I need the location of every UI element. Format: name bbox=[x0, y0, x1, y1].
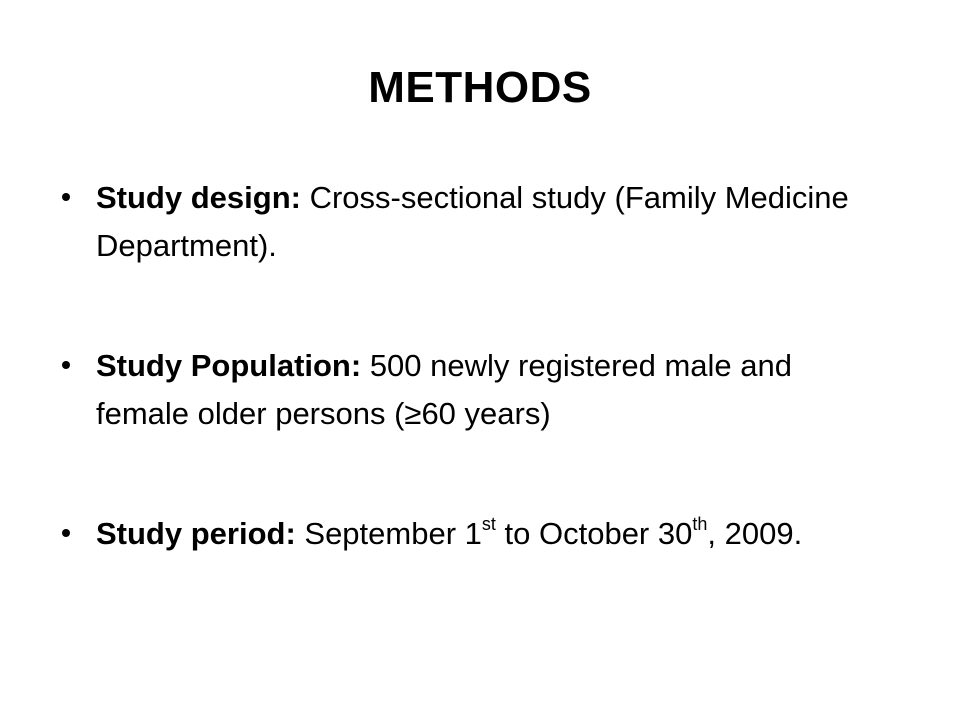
study-design-label: Study design: bbox=[96, 180, 301, 215]
slide-title: METHODS bbox=[368, 63, 592, 112]
bullet-study-design bbox=[62, 174, 882, 270]
study-period-label: Study period: bbox=[96, 516, 296, 551]
bullet-dot-icon bbox=[62, 193, 70, 201]
study-population-text: 500 newly registered male and female older persons (≥60 years) bbox=[96, 348, 793, 431]
study-design-text: Cross-sectional study (Family Medicine Department). bbox=[96, 180, 849, 263]
bullet-study-period bbox=[62, 510, 882, 558]
study-period-text-middle: to October 30 bbox=[495, 516, 693, 551]
study-period-text-start: September 1 bbox=[295, 516, 482, 551]
study-period-text-end: , 2009. bbox=[707, 516, 803, 551]
bullet-list bbox=[62, 174, 882, 558]
first-date-suffix: st bbox=[481, 514, 496, 534]
study-population-label: Study Population: bbox=[96, 348, 362, 383]
second-date-suffix: th bbox=[692, 514, 708, 534]
bullet-dot-icon bbox=[62, 361, 70, 369]
bullet-study-population bbox=[62, 342, 882, 438]
bullet-dot-icon bbox=[62, 529, 70, 537]
